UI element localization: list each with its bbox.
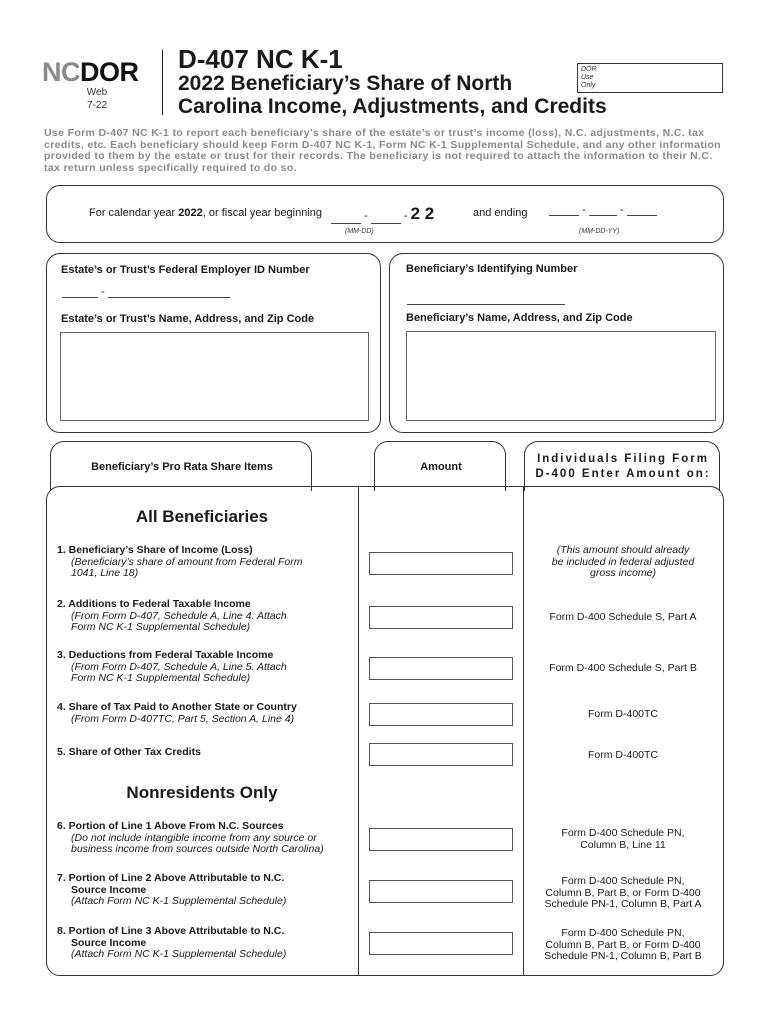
line-1-destination: (This amount should already be included in federal adjusted gross income)	[551, 544, 695, 579]
all-beneficiaries-heading: All Beneficiaries	[135, 507, 269, 526]
line-1-amount-input[interactable]	[369, 552, 513, 575]
line-7-amount-input[interactable]	[369, 880, 513, 903]
line-7-destination: Form D-400 Schedule PN, Column B, Part B, or Form D-400 Schedule PN-1, Column B, Part A	[544, 875, 702, 910]
dor-use-only-box: DOR Use Only	[577, 63, 723, 93]
begin-format-hint: (MM-DD)	[345, 228, 374, 235]
amount-column-header: Amount	[374, 441, 506, 491]
beneficiary-name-label: Beneficiary’s Name, Address, and Zip Code	[406, 312, 633, 324]
line-5-label: 5. Share of Other Tax Credits	[57, 746, 201, 758]
line-4-label: 4. Share of Tax Paid to Another State or Country (From Form D-407TC, Part 5, Section A, Line 4)	[57, 701, 297, 725]
form-number: D-407 NC K-1	[178, 44, 343, 74]
beneficiary-id-label: Beneficiary’s Identifying Number	[406, 263, 578, 275]
items-column-header: Beneficiary’s Pro Rata Share Items	[50, 441, 312, 491]
fein-field[interactable]: -	[62, 286, 230, 298]
fiscal-end-field[interactable]: - -	[549, 204, 657, 216]
beneficiary-name-address-input[interactable]	[406, 331, 716, 421]
form-title-line1: 2022 Beneficiary’s Share of North	[178, 72, 513, 95]
web-version: Web 7-22	[86, 87, 108, 111]
end-format-hint: (MM-DD-YY)	[579, 228, 620, 235]
line-1-label: 1. Beneficiary’s Share of Income (Loss) (Beneficiary’s share of amount from Federal Form 1041, Line 18)	[57, 544, 303, 579]
column-divider-2	[523, 487, 524, 975]
d400-column-header: Individuals Filing Form D-400 Enter Amount on:	[524, 441, 720, 491]
line-5-destination: Form D-400TC	[587, 749, 658, 761]
line-8-amount-input[interactable]	[369, 932, 513, 955]
line-6-amount-input[interactable]	[369, 828, 513, 851]
line-3-amount-input[interactable]	[369, 657, 513, 680]
ncdor-logo: NCDOR	[42, 57, 139, 87]
line-6-destination: Form D-400 Schedule PN, Column B, Line 11	[561, 827, 685, 851]
and-ending-label: and ending	[473, 207, 528, 219]
instructions: Use Form D-407 NC K-1 to report each beneficiary’s share of the estate’s or trust’s income (loss), N.C. adjustments, N.C. tax credits, etc. Each beneficiary should keep Form D-407 NC K-1, Form NC K-1 Supplemental Schedule, and any other information provided to them by the estate or trust for their records. The beneficiary is not required to attach the information to their N.C. tax return unless specifically required to do so.	[44, 127, 721, 174]
line-3-label: 3. Deductions from Federal Taxable Income (From Form D-407, Schedule A, Line 5. Attach Form NC K-1 Supplemental Schedule)	[57, 649, 287, 684]
estate-name-address-input[interactable]	[60, 332, 369, 421]
fiscal-begin-field[interactable]: - - 2 2	[331, 204, 434, 224]
line-2-amount-input[interactable]	[369, 606, 513, 629]
line-6-label: 6. Portion of Line 1 Above From N.C. Sources (Do not include intangible income from any source or business income from sources outside North Carolina)	[57, 820, 324, 855]
line-8-destination: Form D-400 Schedule PN, Column B, Part B, or Form D-400 Schedule PN-1, Column B, Part B	[544, 927, 702, 962]
line-2-destination: Form D-400 Schedule S, Part A	[549, 611, 697, 623]
form-title-line2: Carolina Income, Adjustments, and Credits	[178, 95, 607, 118]
line-5-amount-input[interactable]	[369, 743, 513, 766]
line-8-label: 8. Portion of Line 3 Above Attributable to N.C. Source Income (Attach Form NC K-1 Supplemental Schedule)	[57, 925, 287, 960]
column-divider-1	[358, 487, 359, 975]
tax-year-label: For calendar year 2022, or fiscal year beginning	[89, 207, 322, 219]
estate-info-box	[46, 253, 381, 433]
line-7-label: 7. Portion of Line 2 Above Attributable to N.C. Source Income (Attach Form NC K-1 Supplemental Schedule)	[57, 872, 287, 907]
beneficiary-id-field[interactable]	[407, 287, 565, 305]
line-2-label: 2. Additions to Federal Taxable Income (From Form D-407, Schedule A, Line 4. Attach Form NC K-1 Supplemental Schedule)	[57, 598, 287, 633]
fein-label: Estate’s or Trust’s Federal Employer ID Number	[61, 264, 310, 276]
estate-name-label: Estate’s or Trust’s Name, Address, and Zip Code	[61, 313, 315, 325]
line-3-destination: Form D-400 Schedule S, Part B	[549, 662, 697, 674]
beneficiary-info-box	[389, 253, 724, 433]
line-4-destination: Form D-400TC	[587, 708, 658, 720]
header-divider	[162, 50, 163, 115]
line-4-amount-input[interactable]	[369, 703, 513, 726]
tax-year-box	[46, 185, 724, 243]
nonresidents-heading: Nonresidents Only	[126, 783, 278, 802]
